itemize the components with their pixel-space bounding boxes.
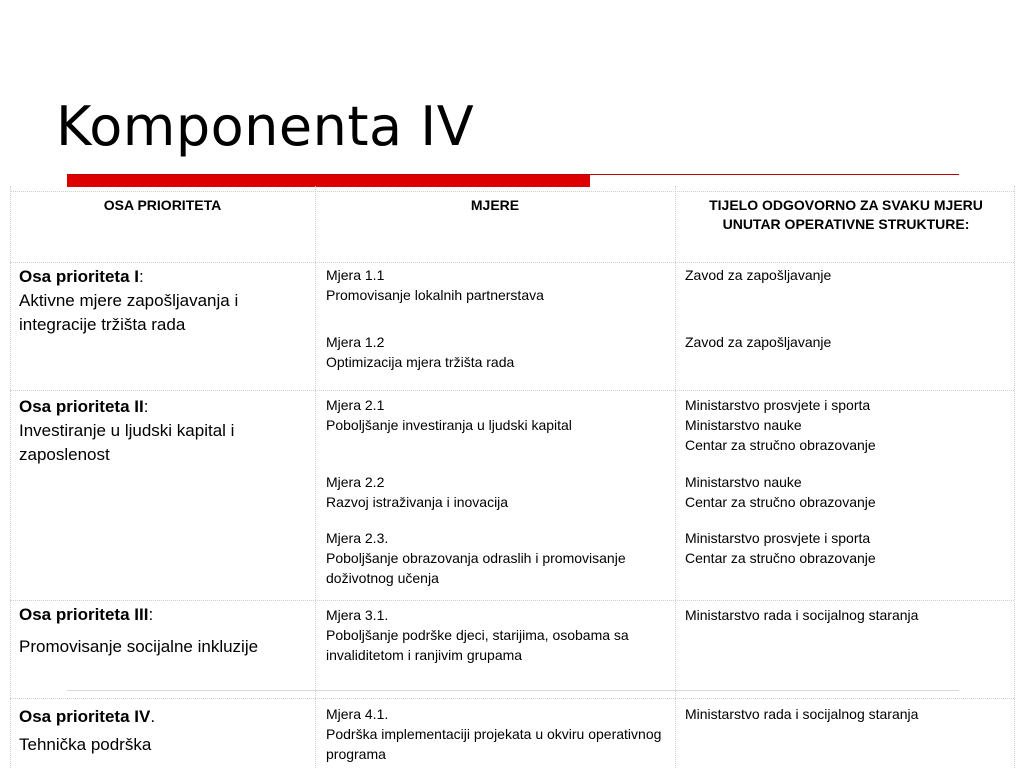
header-mjere: MJERE xyxy=(470,197,520,213)
priority-description: Promovisanje socijalne inkluzije xyxy=(19,637,259,656)
responsible-body-1-1 xyxy=(685,265,1005,285)
body-name: Zavod za zapošljavanje xyxy=(685,267,832,283)
measure-text: Razvoj istraživanja i inovacija xyxy=(326,494,509,510)
grid-line xyxy=(10,390,1014,391)
body-name: Centar za stručno obrazovanje xyxy=(685,494,876,510)
measure-1-1 xyxy=(326,265,666,305)
measure-text: Optimizacija mjera tržišta rada xyxy=(326,354,515,370)
grid-line xyxy=(10,698,1014,699)
priority-name: Osa prioriteta IV xyxy=(19,707,151,726)
measure-2-3 xyxy=(326,528,626,588)
measure-text: Poboljšanje investiranja u ljudski kapital xyxy=(326,417,572,433)
measure-text: Podrška implementaciji projekata u okviru operativnog programa xyxy=(326,726,662,762)
measure-id: Mjera 1.1 xyxy=(326,267,385,283)
measure-text: Poboljšanje podrške djeci, starijima, osobama sa invaliditetom i ranjivim grupama xyxy=(326,627,629,663)
priority-name: Osa prioriteta III xyxy=(19,605,149,624)
measure-2-2 xyxy=(326,472,666,512)
priority-description: Investiranje u ljudski kapital i zaposlenost xyxy=(19,421,235,464)
measure-3-1 xyxy=(326,605,671,665)
priority-suffix: . xyxy=(150,707,156,726)
priority-axis-3 xyxy=(19,603,311,659)
responsible-body-3-1 xyxy=(685,605,1005,625)
body-name: Zavod za zapošljavanje xyxy=(685,334,832,350)
measure-2-1 xyxy=(326,395,666,435)
grid-line xyxy=(10,262,1014,263)
measure-id: Mjera 1.2 xyxy=(326,334,385,350)
priority-axis-2 xyxy=(19,395,311,467)
measure-text: Poboljšanje obrazovanja odraslih i promovisanje doživotnog učenja xyxy=(326,550,626,586)
body-name: Ministarstvo rada i socijalnog staranja xyxy=(685,706,919,722)
responsible-body-1-2 xyxy=(685,332,1005,352)
grid-line xyxy=(10,186,11,768)
header-osa-prioriteta: OSA PRIORITETA xyxy=(103,197,222,213)
priority-suffix: : xyxy=(138,267,144,286)
priority-name: Osa prioriteta II xyxy=(19,397,144,416)
measure-id: Mjera 2.2 xyxy=(326,474,385,490)
title-accent-bar xyxy=(67,175,590,187)
grid-line xyxy=(315,186,316,768)
priority-axis-1 xyxy=(19,265,311,337)
measure-id: Mjera 2.1 xyxy=(326,397,385,413)
header-tijelo: TIJELO ODGOVORNO ZA SVAKU MJERU UNUTAR OPERATIVNE STRUKTURE: xyxy=(709,197,983,232)
body-name: Centar za stručno obrazovanje xyxy=(685,550,876,566)
responsible-body-2-2 xyxy=(685,472,1005,512)
slide-title: Komponenta IV xyxy=(56,95,475,158)
priority-suffix: : xyxy=(148,605,154,624)
divider-line xyxy=(67,690,959,691)
body-name: Ministarstvo nauke xyxy=(685,417,802,433)
body-name: Ministarstvo rada i socijalnog staranja xyxy=(685,607,919,623)
grid-line xyxy=(1014,186,1015,768)
body-name: Ministarstvo prosvjete i sporta xyxy=(685,397,871,413)
body-name: Centar za stručno obrazovanje xyxy=(685,437,876,453)
priority-axis-4 xyxy=(19,705,311,757)
measure-text: Promovisanje lokalnih partnerstava xyxy=(326,287,544,303)
priority-description: Aktivne mjere zapošljavanja i integracije tržišta rada xyxy=(19,291,239,334)
grid-line xyxy=(10,191,1014,192)
body-name: Ministarstvo nauke xyxy=(685,474,802,490)
measure-id: Mjera 4.1. xyxy=(326,706,389,722)
measure-4-1 xyxy=(326,704,666,764)
responsible-body-4-1 xyxy=(685,704,1005,724)
priority-name: Osa prioriteta I xyxy=(19,267,139,286)
grid-line xyxy=(10,600,1014,601)
priority-suffix: : xyxy=(143,397,149,416)
responsible-body-2-3 xyxy=(685,528,1005,568)
body-name: Ministarstvo prosvjete i sporta xyxy=(685,530,871,546)
responsible-body-2-1 xyxy=(685,395,1005,455)
grid-line xyxy=(675,186,676,768)
priority-description: Tehnička podrška xyxy=(19,735,152,754)
measure-id: Mjera 3.1. xyxy=(326,607,389,623)
measure-1-2 xyxy=(326,332,666,372)
measure-id: Mjera 2.3. xyxy=(326,530,389,546)
